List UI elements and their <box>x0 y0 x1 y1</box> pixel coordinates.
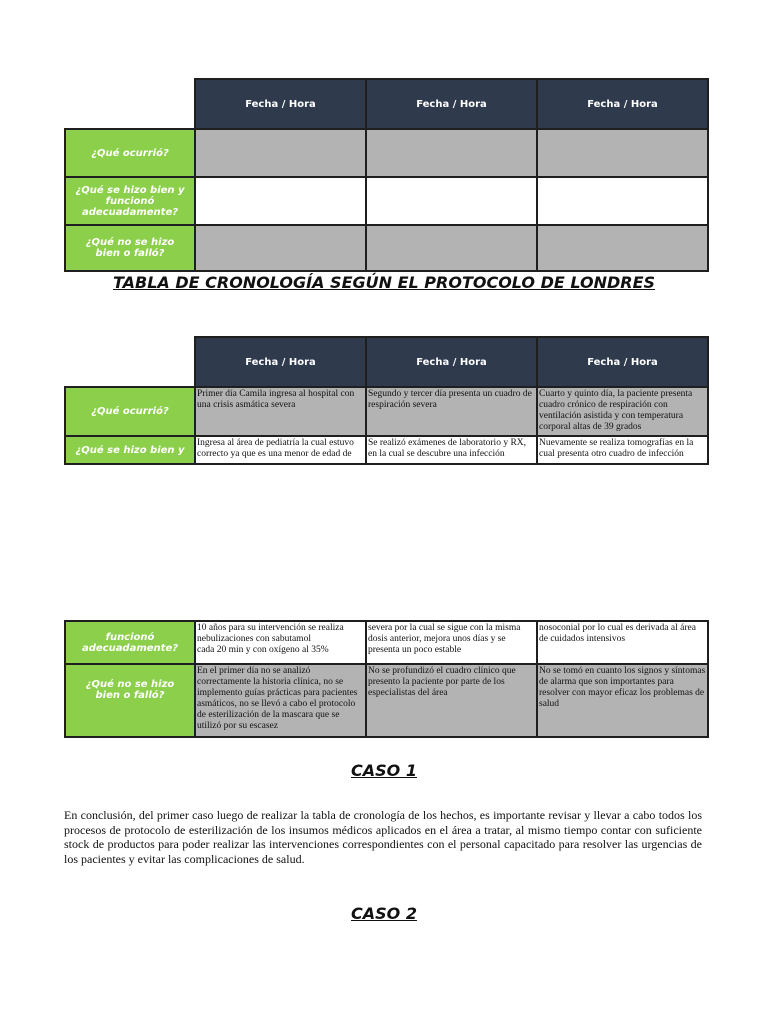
table-cell <box>194 176 367 226</box>
table-cell: Se realizó exámenes de laboratorio y RX, en la cual se descubre una infección <box>365 435 538 465</box>
column-header: Fecha / Hora <box>536 78 709 130</box>
table-cell: No se tomó en cuanto los signos y síntomas de alarma que son importantes para resolver con mayor eficaz los problemas de salud <box>536 663 709 738</box>
table-cell: Nuevamente se realiza tomografías en la cual presenta otro cuadro de infección <box>536 435 709 465</box>
case-1-heading: CASO 1 <box>351 761 417 780</box>
table-cell: severa por la cual se sigue con la misma dosis anterior, mejora unos días y se presenta un poco estable <box>365 620 538 665</box>
conclusion-paragraph: En conclusión, del primer caso luego de realizar la tabla de cronología de los hechos, es importante revisar y llevar a cabo todos los procesos de protocolo de esterilización de los insumos médicos aplicados en el área a tratar, al mismo tiempo contar con suficiente stock de productos para poder realizar las intervenciones correspondientes con el personal capacitado para resolver las urgencias de los pacientes y evitar las complicaciones de salud. <box>64 808 702 866</box>
table-cell: Cuarto y quinto día, la paciente presenta cuadro crónico de respiración con ventilación asistida y con temperatura corporal altas de 39 grados <box>536 386 709 437</box>
row-label-occurred: ¿Qué ocurrió? <box>64 386 196 437</box>
table-cell: No se profundizó el cuadro clínico que presento la paciente por parte de los especialistas del área <box>365 663 538 738</box>
page-title: TABLA DE CRONOLOGÍA SEGÚN EL PROTOCOLO DE LONDRES <box>112 273 656 292</box>
table-cell <box>365 224 538 272</box>
row-label-failed: ¿Qué no se hizo bien o falló? <box>64 663 196 738</box>
row-label-occurred: ¿Qué ocurrió? <box>64 128 196 178</box>
table-cell: Primer día Camila ingresa al hospital con una crisis asmática severa <box>194 386 367 437</box>
row-label-failed: ¿Qué no se hizo bien o falló? <box>64 224 196 272</box>
table-cell <box>194 224 367 272</box>
table-cell: Segundo y tercer día presenta un cuadro de respiración severa <box>365 386 538 437</box>
table-cell <box>536 224 709 272</box>
table-cell: 10 años para su intervención se realiza nebulizaciones con sabutamol cada 20 min y con oxígeno al 35% <box>194 620 367 665</box>
column-header: Fecha / Hora <box>365 336 538 388</box>
table-cell <box>536 128 709 178</box>
table-cell: Ingresa al área de pediatría la cual estuvo correcto ya que es una menor de edad de <box>194 435 367 465</box>
row-label-done-well: ¿Qué se hizo bien y <box>64 435 196 465</box>
table-cell <box>536 176 709 226</box>
column-header: Fecha / Hora <box>194 336 367 388</box>
table-cell <box>365 128 538 178</box>
table-cell: En el primer día no se analizó correctamente la historia clínica, no se implemento guías prácticas para pacientes asmáticos, no se llevó a cabo el protocolo de esterilización de la mascara que se utilizó por su escasez <box>194 663 367 738</box>
column-header: Fecha / Hora <box>536 336 709 388</box>
column-header: Fecha / Hora <box>365 78 538 130</box>
table-cell <box>194 128 367 178</box>
column-header: Fecha / Hora <box>194 78 367 130</box>
case-2-heading: CASO 2 <box>351 904 417 923</box>
row-label-done-well: ¿Qué se hizo bien y funcionó adecuadamente? <box>64 176 196 226</box>
table-cell: nosoconial por lo cual es derivada al área de cuidados intensivos <box>536 620 709 665</box>
row-label-done-well-continued: funcionó adecuadamente? <box>64 620 196 665</box>
table-cell <box>365 176 538 226</box>
